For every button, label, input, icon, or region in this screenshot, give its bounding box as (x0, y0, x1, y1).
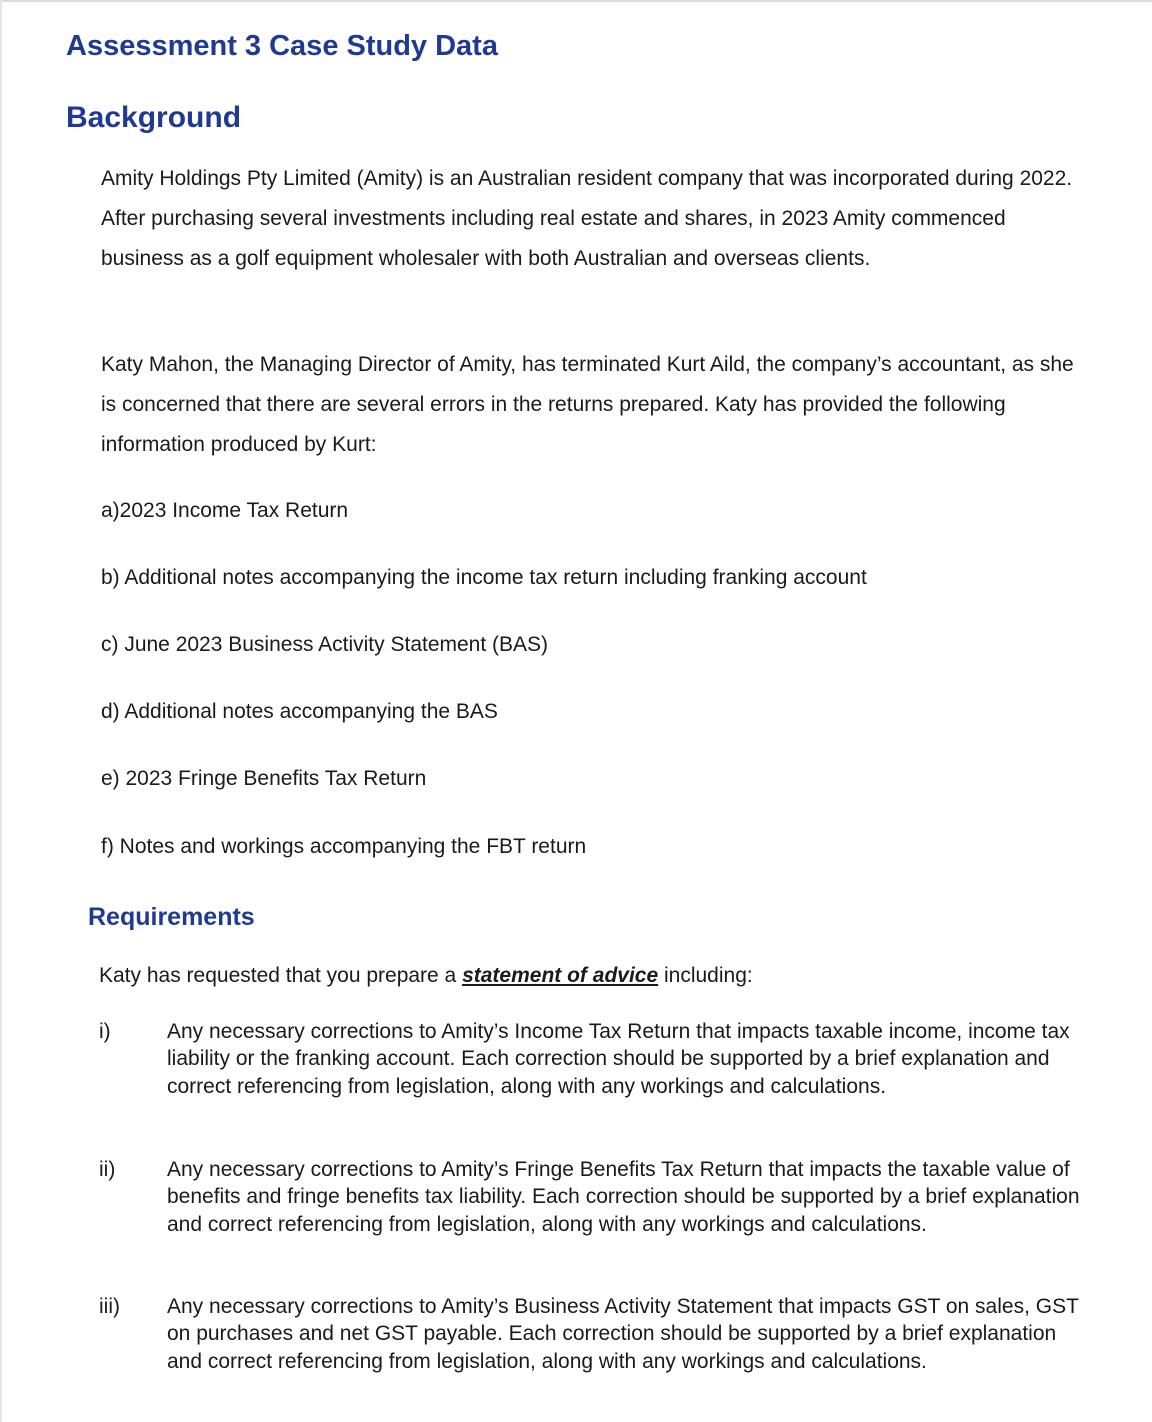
requirement-number: i) (99, 1020, 111, 1043)
intro-suffix: including: (658, 964, 753, 987)
list-item: f) Notes and workings accompanying the FBT return (101, 835, 587, 858)
requirement-number: ii) (99, 1158, 116, 1181)
requirements-heading: Requirements (88, 903, 255, 931)
background-heading: Background (66, 101, 242, 134)
background-paragraph-1: Amity Holdings Pty Limited (Amity) is an Australian resident company that was incorporated during 2022. After purchasing several investments including real estate and shares, in 2023 Amity commenced business as a golf equipment wholesaler with both Australian and overseas clients. (101, 167, 1073, 270)
list-item: e) 2023 Fringe Benefits Tax Return (101, 767, 427, 790)
page-top-edge (0, 0, 1152, 2)
intro-prefix: Katy has requested that you prepare a (99, 964, 463, 987)
requirement-text: Any necessary corrections to Amity’s Fringe Benefits Tax Return that impacts the taxable value of benefits and fringe benefits tax liability. Each correction should be supported by a brief explanation and correct referencing from legislation, along with any workings and calculations. (167, 1158, 1080, 1236)
document-title: Assessment 3 Case Study Data (66, 30, 498, 62)
requirement-number: iii) (99, 1295, 120, 1318)
list-item: a)2023 Income Tax Return (101, 499, 349, 522)
requirements-intro (99, 963, 753, 989)
list-item: b) Additional notes accompanying the income tax return including franking account (101, 566, 867, 589)
page-left-edge (0, 0, 2, 1422)
background-paragraph-2: Katy Mahon, the Managing Director of Amity, has terminated Kurt Aild, the company’s accountant, as she is concerned that there are several errors in the returns prepared. Katy has provided the following information produced by Kurt: (101, 353, 1074, 456)
statement-of-advice-emphasis: statement of advice (462, 964, 659, 987)
list-item: c) June 2023 Business Activity Statement (BAS) (101, 633, 549, 656)
requirement-text: Any necessary corrections to Amity’s Income Tax Return that impacts taxable income, income tax liability or the franking account. Each correction should be supported by a brief explanation and correct referencing from legislation, along with any workings and calculations. (167, 1020, 1070, 1098)
list-item: d) Additional notes accompanying the BAS (101, 700, 498, 723)
requirement-text: Any necessary corrections to Amity’s Business Activity Statement that impacts GST on sales, GST on purchases and net GST payable. Each correction should be supported by a brief explanation and correct referencing from legislation, along with any workings and calculations. (167, 1295, 1079, 1373)
